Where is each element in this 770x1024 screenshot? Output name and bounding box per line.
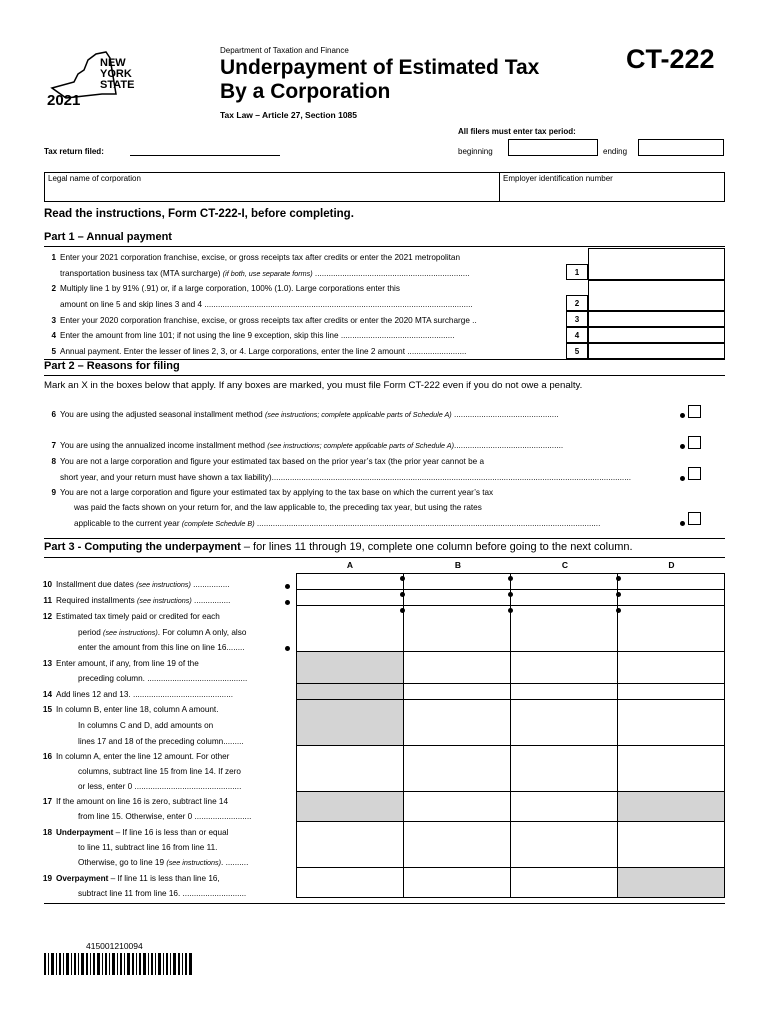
line-9-text3: applicable to the current year (complete Schedule B) ....................................................................................................................................................... [74, 519, 601, 528]
line-10-col-c[interactable] [511, 574, 618, 590]
part2-rule-bottom [44, 375, 725, 376]
line-5-amount[interactable] [588, 343, 725, 359]
line-14-col-a [297, 684, 404, 700]
line-15-col-d[interactable] [618, 700, 725, 746]
line-16-col-c[interactable] [511, 746, 618, 792]
line-19-col-b[interactable] [404, 868, 511, 898]
part3-grid [296, 573, 725, 898]
part1-title: Part 1 – Annual payment [44, 231, 172, 243]
line-12-col-d[interactable] [618, 606, 725, 652]
line-9-bullet [680, 521, 685, 526]
line-12-bullet [285, 646, 290, 651]
line-15-col-c[interactable] [511, 700, 618, 746]
line-1-amount[interactable] [588, 248, 725, 280]
line-11-col-c[interactable] [511, 590, 618, 606]
line-16-label3: or less, enter 0 ............................................... [78, 782, 242, 791]
line-2-text2: amount on line 5 and skip lines 3 and 4 ...................................................................................................................... [60, 300, 473, 309]
line-3-number: 3 [566, 311, 588, 327]
part3-title: Part 3 - Computing the underpayment – for lines 11 through 19, complete one column before going to the next column. [44, 541, 633, 553]
line-1-number: 1 [566, 264, 588, 280]
line-7-text: 7 You are using the annualized income installment method (see instructions; complete applicable parts of Schedule A)................................................ [51, 441, 564, 450]
line-19-col-a[interactable] [297, 868, 404, 898]
column-b-header: B [454, 560, 462, 570]
form-title: Underpayment of Estimated Tax By a Corporation [220, 56, 540, 103]
line-17-label: 17 If the amount on line 16 is zero, subtract line 14 [42, 797, 229, 806]
line-6-bullet [680, 413, 685, 418]
line-1-text2: transportation business tax (MTA surcharge) (if both, use separate forms) .................................................................... [60, 269, 470, 278]
line-18-label3: Otherwise, go to line 19 (see instructions). .......... [78, 858, 249, 867]
form-year: 2021 [47, 92, 81, 109]
line-18-col-a[interactable] [297, 822, 404, 868]
line-12-col-a[interactable] [297, 606, 404, 652]
beginning-label: beginning [458, 147, 493, 156]
barcode [44, 953, 194, 980]
line-8-bullet [680, 476, 685, 481]
all-filers-label: All filers must enter tax period: [458, 127, 576, 136]
line-6-text: 6 You are using the adjusted seasonal installment method (see instructions; complete applicable parts of Schedule A) .............................................. [51, 410, 559, 419]
col-c-bullet-12 [508, 608, 513, 613]
line-8-checkbox[interactable] [688, 467, 701, 480]
tax-return-filed-input[interactable] [130, 155, 280, 156]
line-17-label2: from line 15. Otherwise, enter 0 ......................... [78, 812, 252, 821]
line-7-checkbox[interactable] [688, 436, 701, 449]
part2-title: Part 2 – Reasons for filing [44, 360, 180, 372]
line-5-number: 5 [566, 343, 588, 359]
part3-rule [44, 538, 725, 539]
ein-label: Employer identification number [503, 174, 613, 183]
line-16-col-b[interactable] [404, 746, 511, 792]
line-16-col-a[interactable] [297, 746, 404, 792]
col-c-bullet-11 [508, 592, 513, 597]
line-12-col-c[interactable] [511, 606, 618, 652]
read-instructions: Read the instructions, Form CT-222-I, before completing. [44, 208, 354, 220]
line-12-label3: enter the amount from this line on line 16........ [78, 643, 245, 652]
line-11-bullet [285, 600, 290, 605]
line-16-label: 16 In column A, enter the line 12 amount. For other [42, 752, 230, 761]
line-3-amount[interactable] [588, 311, 725, 327]
line-15-col-a [297, 700, 404, 746]
line-4-amount[interactable] [588, 327, 725, 343]
line-2-number: 2 [566, 295, 588, 311]
line-14-col-b[interactable] [404, 684, 511, 700]
line-19-label: 19 Overpayment – If line 11 is less than line 16, [42, 874, 220, 883]
department-name: Department of Taxation and Finance [220, 46, 349, 55]
line-12-col-b[interactable] [404, 606, 511, 652]
line-15-label: 15 In column B, enter line 18, column A amount. [42, 705, 219, 714]
line-10-col-d[interactable] [618, 574, 725, 590]
line-11-label: 11 Required installments (see instructions) ................ [43, 596, 231, 605]
column-d-header: D [668, 560, 675, 570]
line-1-text: 1 Enter your 2021 corporation franchise, excise, or gross receipts tax after credits or enter the 2021 metropolitan [51, 253, 461, 262]
line-10-label: 10 Installment due dates (see instructions) ................ [42, 580, 230, 589]
line-19-label2: subtract line 11 from line 16. ............................ [78, 889, 247, 898]
line-5-text: 5 Annual payment. Enter the lesser of lines 2, 3, or 4. Large corporations, enter the line 2 amount .......................... [51, 347, 467, 356]
line-12-label2: period (see instructions). For column A only, also [78, 628, 247, 637]
line-9-text: 9 You are not a large corporation and figure your estimated tax by applying to the tax base on which the current year’s tax [51, 488, 494, 497]
legal-name-label: Legal name of corporation [48, 174, 141, 183]
line-10-col-b[interactable] [404, 574, 511, 590]
part2-intro: Mark an X in the boxes below that apply. If any boxes are marked, you must file Form CT-222 even if you do not owe a penalty. [44, 380, 583, 391]
line-9-checkbox[interactable] [688, 512, 701, 525]
tax-return-filed-label: Tax return filed: [44, 147, 104, 156]
line-17-col-d [618, 792, 725, 822]
line-14-label: 14 Add lines 12 and 13. ............................................ [42, 690, 234, 699]
line-8-text2: short year, and your return must have shown a tax liability).............................................................................................................................................................. [60, 473, 632, 482]
line-16-label2: columns, subtract line 15 from line 14. If zero [78, 767, 241, 776]
line-17-col-a [297, 792, 404, 822]
line-15-label2: In columns C and D, add amounts on [78, 721, 214, 730]
line-11-col-d[interactable] [618, 590, 725, 606]
line-13-col-b[interactable] [404, 652, 511, 684]
line-2-text: 2 Multiply line 1 by 91% (.91) or, if a large corporation, 100% (1.0). Large corporations enter this [51, 284, 400, 293]
line-13-col-d[interactable] [618, 652, 725, 684]
form-bottom-rule [44, 903, 725, 904]
period-ending-input[interactable] [638, 139, 724, 156]
line-6-checkbox[interactable] [688, 405, 701, 418]
line-14-col-d[interactable] [618, 684, 725, 700]
line-10-bullet [285, 584, 290, 589]
line-14-col-c[interactable] [511, 684, 618, 700]
col-c-bullet-10 [508, 576, 513, 581]
col-b-bullet-11 [400, 592, 405, 597]
line-18-label2: to line 11, subtract line 16 from line 11. [78, 843, 218, 852]
barcode-number: 415001210094 [86, 941, 143, 951]
logo-wordmark: NEW YORK STATE [100, 57, 135, 91]
line-4-text: 4 Enter the amount from line 101; if not using the line 9 exception, skip this line .................................................. [51, 331, 455, 340]
line-4-number: 4 [566, 327, 588, 343]
line-19-col-c[interactable] [511, 868, 618, 898]
line-2-amount[interactable] [588, 280, 725, 311]
line-12-label: 12 Estimated tax timely paid or credited for each [42, 612, 220, 621]
line-17-col-c[interactable] [511, 792, 618, 822]
line-18-col-c[interactable] [511, 822, 618, 868]
ending-label: ending [603, 147, 628, 156]
line-15-label3: lines 17 and 18 of the preceding column......... [78, 737, 244, 746]
col-d-bullet-11 [616, 592, 621, 597]
form-number: CT-222 [626, 44, 715, 74]
col-b-bullet-12 [400, 608, 405, 613]
column-c-header: C [561, 560, 569, 570]
line-16-col-d[interactable] [618, 746, 725, 792]
line-18-col-d[interactable] [618, 822, 725, 868]
line-11-col-b[interactable] [404, 590, 511, 606]
line-13-col-c[interactable] [511, 652, 618, 684]
line-15-col-b[interactable] [404, 700, 511, 746]
line-19-col-d [618, 868, 725, 898]
col-d-bullet-10 [616, 576, 621, 581]
col-b-bullet-10 [400, 576, 405, 581]
column-a-header: A [346, 560, 354, 570]
line-18-label: 18 Underpayment – If line 16 is less than or equal [42, 828, 229, 837]
line-13-col-a [297, 652, 404, 684]
line-18-col-b[interactable] [404, 822, 511, 868]
tax-law-ref: Tax Law – Article 27, Section 1085 [220, 110, 358, 120]
line-13-label: 13 Enter amount, if any, from line 19 of the [42, 659, 199, 668]
line-17-col-b[interactable] [404, 792, 511, 822]
line-10-col-a[interactable] [297, 574, 404, 590]
line-7-bullet [680, 444, 685, 449]
col-d-bullet-12 [616, 608, 621, 613]
line-11-col-a[interactable] [297, 590, 404, 606]
part1-rule [44, 246, 725, 247]
period-beginning-input[interactable] [508, 139, 598, 156]
line-13-label2: preceding column. ............................................ [78, 674, 248, 683]
part3-rule-2 [44, 557, 725, 558]
line-9-text2: was paid the facts shown on your return for, and the law applicable to, the preceding tax year, but using the rates [74, 503, 482, 512]
line-8-text: 8 You are not a large corporation and figure your estimated tax based on the prior year’s tax (the prior year cannot be a [51, 457, 485, 466]
line-3-text: 3 Enter your 2020 corporation franchise, excise, or gross receipts tax after credits or enter the 2020 MTA surcharge .. [51, 316, 477, 325]
